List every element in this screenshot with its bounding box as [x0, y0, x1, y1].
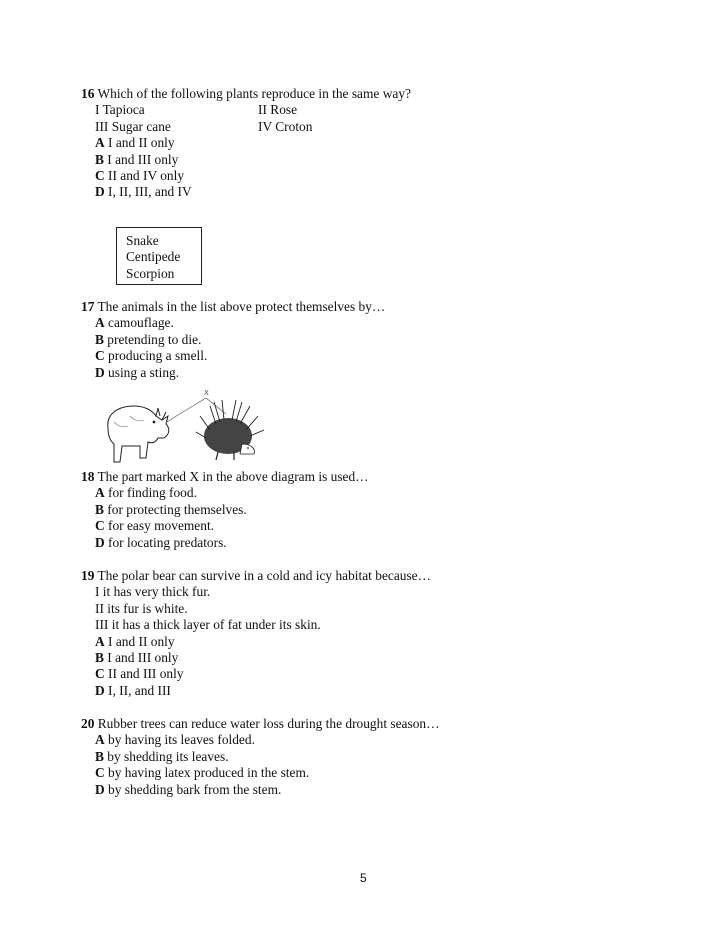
label-x: X — [204, 389, 209, 397]
option-b[interactable]: B I and III only — [95, 151, 179, 167]
question-number: 18 — [81, 469, 95, 484]
option-b[interactable]: B by shedding its leaves. — [95, 748, 229, 764]
question-number: 17 — [81, 299, 95, 314]
question-19-stem — [81, 568, 431, 584]
question-text: The animals in the list above protect themselves by… — [97, 299, 386, 314]
option-c[interactable]: C II and IV only — [95, 168, 185, 184]
statement: I it has very thick fur. — [95, 584, 211, 600]
items-row — [81, 102, 411, 118]
list-item: Scorpion — [126, 265, 175, 281]
rhinoceros-illustration — [108, 406, 169, 462]
option-d[interactable]: D I, II, III, and IV — [95, 184, 192, 200]
question-number: 16 — [81, 86, 95, 101]
option-a[interactable]: A I and II only — [95, 135, 175, 151]
item: IV Croton — [258, 118, 313, 134]
option-c[interactable]: C producing a smell. — [95, 348, 208, 364]
animal-list-box — [116, 227, 202, 285]
question-18-stem — [81, 469, 369, 485]
question-20 — [81, 716, 439, 798]
animals-figure — [100, 386, 270, 466]
list-item: Centipede — [126, 249, 181, 265]
option-b[interactable]: B for protecting themselves. — [95, 501, 247, 517]
porcupine-illustration — [196, 400, 264, 460]
question-text: The polar bear can survive in a cold and icy habitat because… — [97, 568, 432, 583]
statement: III it has a thick layer of fat under its skin. — [95, 617, 321, 633]
question-text: Which of the following plants reproduce in the same way? — [97, 86, 411, 101]
option-d[interactable]: D I, II, and III — [95, 682, 171, 698]
option-d[interactable]: D for locating predators. — [95, 534, 227, 550]
question-17 — [81, 299, 385, 381]
question-19 — [81, 568, 431, 699]
question-17-stem — [81, 299, 385, 315]
option-a[interactable]: A camouflage. — [95, 315, 174, 331]
option-d[interactable]: D using a sting. — [95, 364, 180, 380]
statement: II its fur is white. — [95, 600, 188, 616]
option-c[interactable]: C for easy movement. — [95, 518, 215, 534]
option-a[interactable]: A I and II only — [95, 633, 175, 649]
page-number: 5 — [360, 871, 367, 885]
question-20-stem — [81, 716, 439, 732]
item: I Tapioca — [95, 102, 145, 118]
option-a[interactable]: A by having its leaves folded. — [95, 732, 255, 748]
item: II Rose — [258, 102, 298, 118]
question-number: 20 — [81, 716, 95, 731]
items-row — [81, 119, 411, 135]
option-c[interactable]: C by having latex produced in the stem. — [95, 765, 310, 781]
question-text: The part marked X in the above diagram is used… — [97, 469, 369, 484]
question-16 — [81, 86, 411, 201]
animals-diagram — [100, 386, 270, 466]
option-b[interactable]: B pretending to die. — [95, 331, 202, 347]
option-c[interactable]: C II and III only — [95, 666, 184, 682]
option-b[interactable]: B I and III only — [95, 650, 179, 666]
option-d[interactable]: D by shedding bark from the stem. — [95, 781, 282, 797]
item: III Sugar cane — [95, 118, 171, 134]
option-a[interactable]: A for finding food. — [95, 485, 197, 501]
question-16-stem — [81, 86, 411, 102]
question-18 — [81, 469, 369, 551]
question-text: Rubber trees can reduce water loss during the drought season… — [97, 716, 440, 731]
list-item: Snake — [126, 233, 159, 248]
question-number: 19 — [81, 568, 95, 583]
